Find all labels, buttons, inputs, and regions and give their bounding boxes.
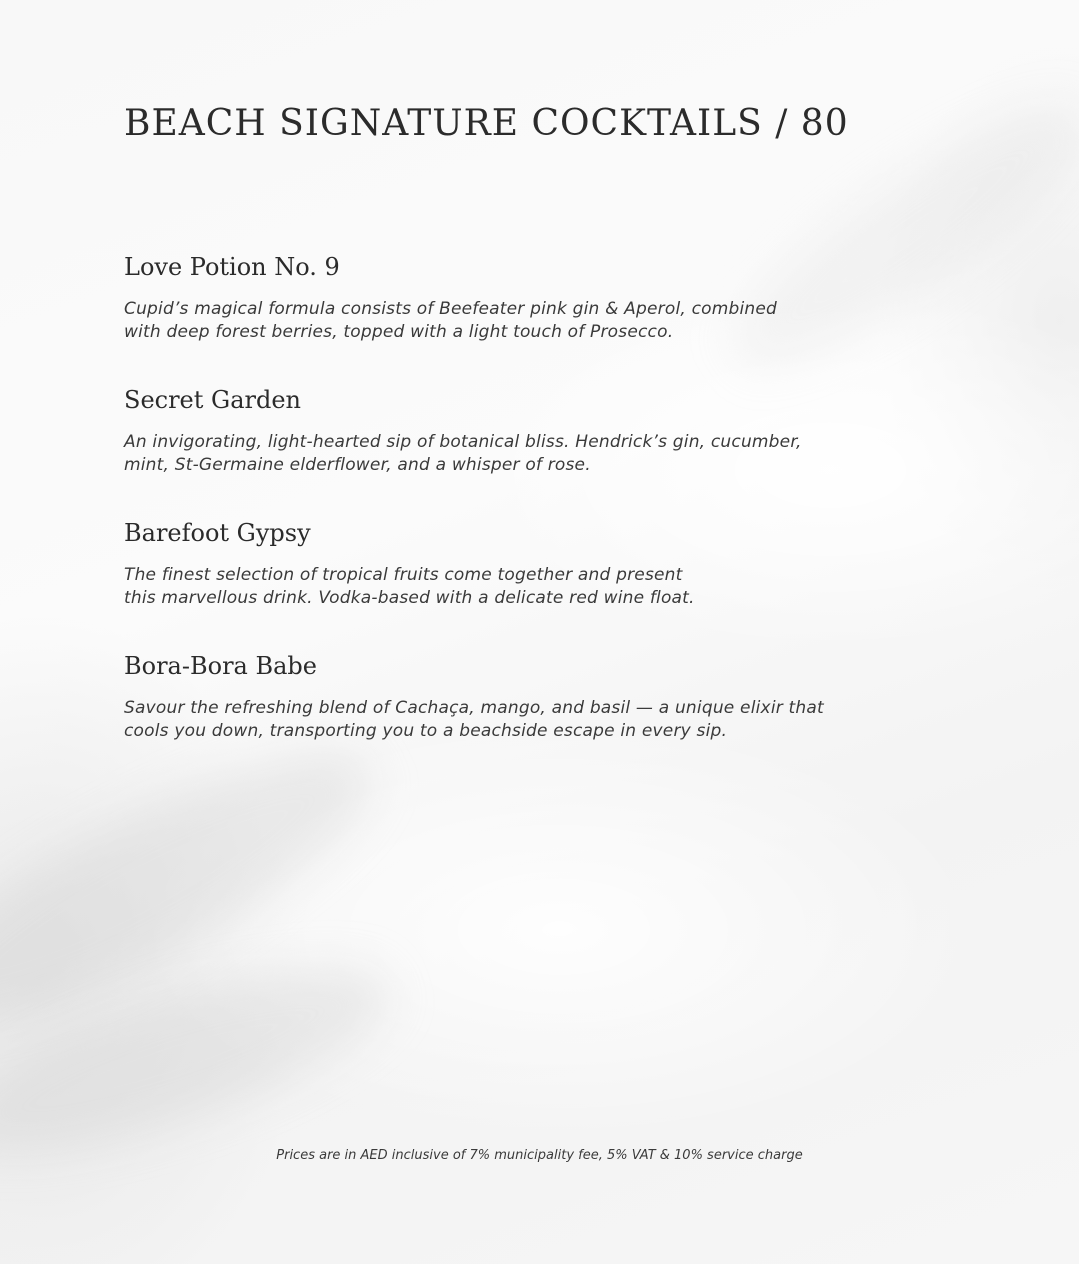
description-line: An invigorating, light-hearted sip of botanical bliss. Hendrick’s gin, cucumber,: [124, 432, 802, 452]
description-line: Cupid’s magical formula consists of Beefeater pink gin & Aperol, combined: [124, 299, 778, 319]
description-line: mint, St-Germaine elderflower, and a whisper of rose.: [124, 455, 591, 475]
cocktail-description: [124, 697, 964, 743]
description-line: cools you down, transporting you to a beachside escape in every sip.: [124, 721, 728, 741]
cocktail-name: Secret Garden: [124, 386, 302, 414]
description-line: Savour the refreshing blend of Cachaça, mango, and basil — a unique elixir that: [124, 698, 824, 718]
menu-title: BEACH SIGNATURE COCKTAILS / 80: [124, 103, 849, 144]
cocktail-description: [124, 564, 964, 610]
cocktail-item: [124, 651, 964, 743]
cocktail-name: Barefoot Gypsy: [124, 519, 311, 547]
description-line: The finest selection of tropical fruits come together and present: [124, 565, 683, 585]
description-line: with deep forest berries, topped with a light touch of Prosecco.: [124, 322, 674, 342]
cocktail-name: Bora-Bora Babe: [124, 652, 317, 680]
cocktail-description: [124, 431, 964, 477]
cocktail-item: [124, 518, 964, 610]
description-line: this marvellous drink. Vodka-based with a delicate red wine float.: [124, 588, 695, 608]
price-footnote: Prices are in AED inclusive of 7% municipality fee, 5% VAT & 10% service charge: [276, 1148, 803, 1163]
cocktail-item: [124, 252, 964, 344]
cocktail-name: Love Potion No. 9: [124, 253, 340, 281]
cocktail-item: [124, 385, 964, 477]
cocktail-description: [124, 298, 964, 344]
